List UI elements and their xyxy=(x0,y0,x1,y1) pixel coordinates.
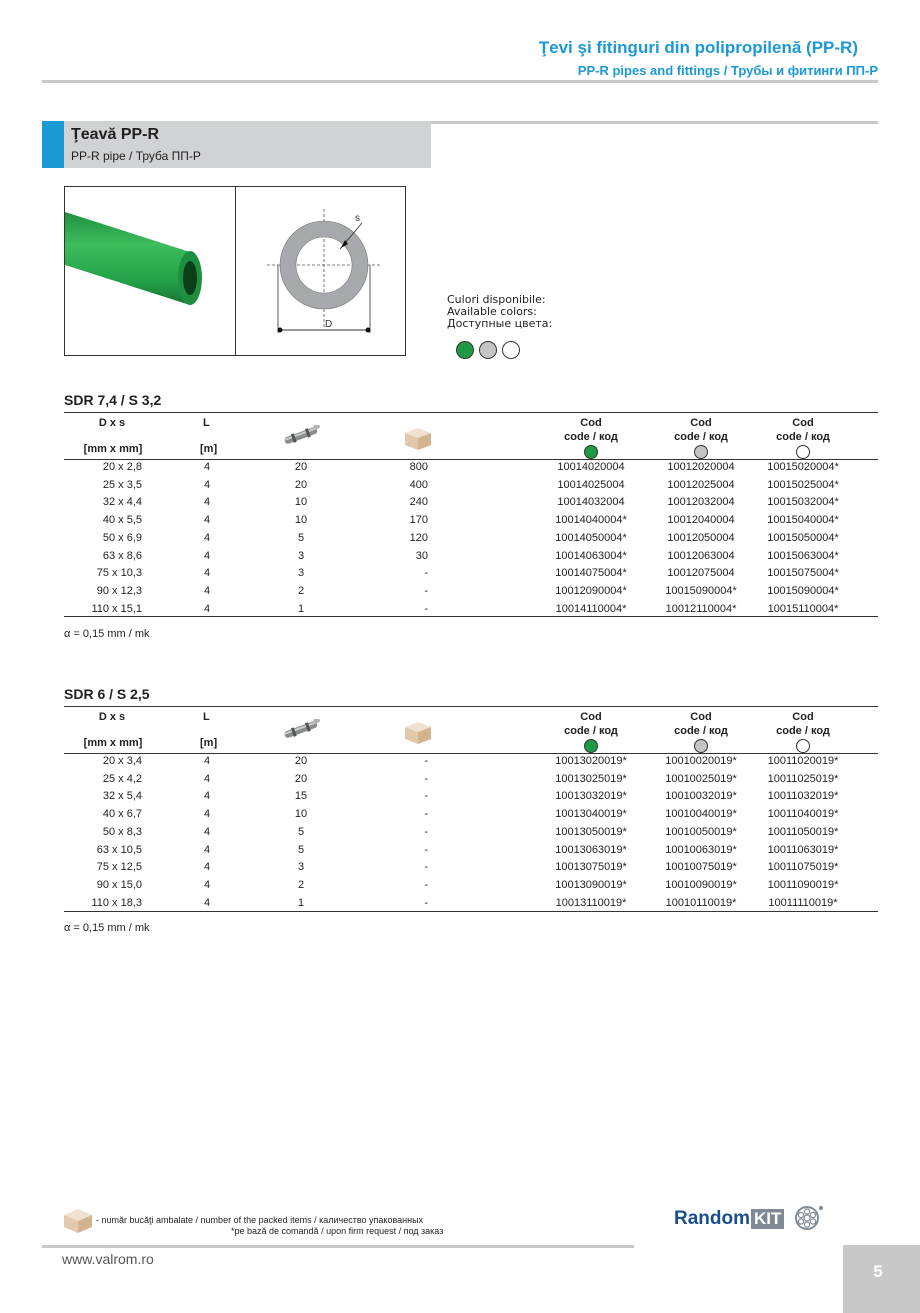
cell-code-grey: 10012020004 xyxy=(667,461,735,473)
table-row xyxy=(0,755,920,771)
cell-code-grey: 10015090004* xyxy=(665,585,737,597)
table2-cod-label-2: Cod xyxy=(690,711,712,723)
cell-code-green: 10014040004* xyxy=(555,514,627,526)
table1-code-label-3: code / код xyxy=(776,431,830,443)
page-number: 5 xyxy=(873,1262,883,1281)
cell-bundle: 20 xyxy=(294,479,308,491)
cell-bundle: 10 xyxy=(294,496,308,508)
footer-url[interactable]: www.valrom.ro xyxy=(62,1251,154,1267)
cell-code-green: 10012090004* xyxy=(555,585,627,597)
table-row xyxy=(0,879,920,895)
table2-bundle-icon xyxy=(278,719,324,746)
table1-note: α = 0,15 mm / mk xyxy=(64,628,150,640)
cell-dxs: 20 x 3,4 xyxy=(102,755,142,767)
cell-pack: 120 xyxy=(409,532,428,544)
cell-dxs: 40 x 6,7 xyxy=(102,808,142,820)
cell-length: 4 xyxy=(203,496,211,508)
cell-code-white: 10011075019* xyxy=(767,861,839,873)
pipe-body xyxy=(65,212,190,305)
cell-dxs: 25 x 4,2 xyxy=(102,773,142,785)
table-row xyxy=(0,461,920,477)
colors-line-ro: Culori disponibile: xyxy=(447,293,546,306)
table-row xyxy=(0,550,920,566)
table1-color-dot-1 xyxy=(584,445,598,459)
table1-code-label-2: code / код xyxy=(674,431,728,443)
cell-code-green: 10013110019* xyxy=(555,897,627,909)
cell-code-green: 10013040019* xyxy=(555,808,627,820)
cell-pack: 170 xyxy=(409,514,428,526)
table2-length-label: L xyxy=(203,711,210,723)
cell-code-white: 10015032004* xyxy=(767,496,839,508)
diameter-label: D xyxy=(325,319,333,330)
cell-dxs: 25 x 3,5 xyxy=(102,479,142,491)
figure-divider xyxy=(235,186,236,356)
cell-dxs: 75 x 12,5 xyxy=(96,861,142,873)
cell-pack: - xyxy=(424,773,428,785)
table2-color-dot-3 xyxy=(796,739,810,753)
table-row xyxy=(0,861,920,877)
color-swatch-grey xyxy=(479,341,497,359)
cell-dxs: 110 x 18,3 xyxy=(91,897,142,909)
table1-code-label-1: code / код xyxy=(564,431,618,443)
cell-pack: - xyxy=(424,567,428,579)
cell-bundle: 10 xyxy=(294,808,308,820)
cell-length: 4 xyxy=(203,461,211,473)
cell-code-green: 10013090019* xyxy=(555,879,627,891)
table-row xyxy=(0,532,920,548)
table1-header-rule xyxy=(64,459,878,460)
cell-code-white: 10015075004* xyxy=(767,567,839,579)
cell-bundle: 20 xyxy=(294,461,308,473)
cell-dxs: 90 x 12,3 xyxy=(96,585,142,597)
cell-dxs: 63 x 8,6 xyxy=(102,550,142,562)
cell-length: 4 xyxy=(203,514,211,526)
table-row xyxy=(0,514,920,530)
cell-length: 4 xyxy=(203,897,211,909)
cell-length: 4 xyxy=(203,755,211,767)
cell-code-grey: 10010025019* xyxy=(665,773,737,785)
table1-cod-label-3: Cod xyxy=(792,417,814,429)
cell-code-green: 10013063019* xyxy=(555,844,627,856)
cell-code-white: 10015090004* xyxy=(767,585,839,597)
table1-length-label: L xyxy=(203,417,210,429)
table2-length-unit: [m] xyxy=(200,737,218,749)
cell-code-white: 10011032019* xyxy=(767,790,839,802)
cell-code-green: 10014050004* xyxy=(555,532,627,544)
cell-code-grey: 10010032019* xyxy=(665,790,737,802)
table1-dxs-label: D x s xyxy=(98,417,126,429)
colors-line-en: Available colors: xyxy=(447,305,537,318)
cell-code-green: 10014063004* xyxy=(555,550,627,562)
cell-code-white: 10011110019* xyxy=(768,897,838,909)
cell-dxs: 32 x 4,4 xyxy=(102,496,142,508)
section-title: Ţeavă PP-R xyxy=(71,126,160,143)
table1-top-rule xyxy=(64,412,878,413)
cell-length: 4 xyxy=(203,603,211,615)
cell-code-green: 10013020019* xyxy=(555,755,627,767)
cell-code-green: 10014110004* xyxy=(555,603,627,615)
cell-bundle: 5 xyxy=(297,532,305,544)
cell-code-white: 10015020004* xyxy=(767,461,839,473)
table2-code-label-2: code / код xyxy=(674,725,728,737)
table2-note: α = 0,15 mm / mk xyxy=(64,922,150,934)
cell-length: 4 xyxy=(203,844,211,856)
cell-pack: - xyxy=(424,755,428,767)
table-row xyxy=(0,567,920,583)
cell-length: 4 xyxy=(203,479,211,491)
cell-pack: - xyxy=(424,897,428,909)
cell-code-grey: 10010075019* xyxy=(665,861,737,873)
cell-bundle: 3 xyxy=(297,550,305,562)
cell-bundle: 3 xyxy=(297,567,305,579)
pipe-photo xyxy=(65,187,235,355)
cell-pack: - xyxy=(424,603,428,615)
table2-bottom-rule xyxy=(64,911,878,912)
header-divider xyxy=(42,80,878,83)
cell-dxs: 32 x 5,4 xyxy=(102,790,142,802)
cell-code-grey: 10010040019* xyxy=(665,808,737,820)
cell-bundle: 2 xyxy=(297,585,305,597)
cell-bundle: 15 xyxy=(294,790,308,802)
cell-bundle: 2 xyxy=(297,879,305,891)
table1-cod-label-1: Cod xyxy=(580,417,602,429)
cell-bundle: 1 xyxy=(297,603,305,615)
cell-code-green: 10014025004 xyxy=(557,479,625,491)
table1-box-icon xyxy=(403,426,433,457)
cell-code-grey: 10010090019* xyxy=(665,879,737,891)
brand-word: Random xyxy=(674,1208,750,1229)
packed-box-icon xyxy=(62,1207,94,1235)
table2-cod-label-1: Cod xyxy=(580,711,602,723)
cell-dxs: 75 x 10,3 xyxy=(96,567,142,579)
cell-pack: - xyxy=(424,879,428,891)
table2-dxs-label: D x s xyxy=(98,711,126,723)
table-row xyxy=(0,496,920,512)
pipe-bundle-icon xyxy=(791,1205,825,1231)
cell-code-white: 10011025019* xyxy=(767,773,839,785)
cell-code-green: 10014032004 xyxy=(557,496,625,508)
cell-code-green: 10013075019* xyxy=(555,861,627,873)
legend-packed-items: - număr bucăţi ambalate / number of the packed items / каличество упакованных xyxy=(96,1215,424,1225)
cell-pack: 400 xyxy=(409,479,428,491)
cell-code-green: 10014075004* xyxy=(555,567,627,579)
cell-length: 4 xyxy=(203,773,211,785)
cell-dxs: 110 x 15,1 xyxy=(91,603,142,615)
color-swatch-green xyxy=(456,341,474,359)
footer-divider xyxy=(42,1245,634,1248)
cell-code-grey: 10012025004 xyxy=(667,479,735,491)
table-row xyxy=(0,826,920,842)
table2-color-dot-2 xyxy=(694,739,708,753)
cell-code-white: 10015050004* xyxy=(767,532,839,544)
table2-cod-label-3: Cod xyxy=(792,711,814,723)
table1-length-unit: [m] xyxy=(200,443,218,455)
cell-code-green: 10013025019* xyxy=(555,773,627,785)
table-row xyxy=(0,844,920,860)
table-row xyxy=(0,585,920,601)
cell-pack: - xyxy=(424,585,428,597)
section-accent xyxy=(42,121,64,168)
cell-pack: - xyxy=(424,826,428,838)
table2-box-icon xyxy=(403,720,433,751)
cell-code-grey: 10012075004 xyxy=(667,567,735,579)
table1-bottom-rule xyxy=(64,616,878,617)
cell-pack: - xyxy=(424,808,428,820)
cell-pack: 240 xyxy=(409,496,428,508)
cell-code-grey: 10010110019* xyxy=(665,897,737,909)
table2-top-rule xyxy=(64,706,878,707)
cell-code-green: 10014020004 xyxy=(557,461,625,473)
cell-code-white: 10011040019* xyxy=(767,808,839,820)
cell-bundle: 20 xyxy=(294,755,308,767)
cell-code-white: 10015063004* xyxy=(767,550,839,562)
cell-code-grey: 10012032004 xyxy=(667,496,735,508)
cell-dxs: 90 x 15,0 xyxy=(96,879,142,891)
table1-color-dot-2 xyxy=(694,445,708,459)
cell-pack: - xyxy=(424,790,428,802)
table1-dxs-unit: [mm x mm] xyxy=(83,443,143,455)
cell-pack: 30 xyxy=(415,550,428,562)
table2-code-label-1: code / код xyxy=(564,725,618,737)
pipe-section-diagram xyxy=(237,187,405,355)
table-row xyxy=(0,773,920,789)
cell-bundle: 20 xyxy=(294,773,308,785)
cell-pack: - xyxy=(424,861,428,873)
table2-code-label-3: code / код xyxy=(776,725,830,737)
cell-length: 4 xyxy=(203,808,211,820)
random-kit-logo xyxy=(674,1205,825,1231)
cell-code-white: 10015040004* xyxy=(767,514,839,526)
cell-code-green: 10013050019* xyxy=(555,826,627,838)
cell-bundle: 5 xyxy=(297,826,305,838)
cell-length: 4 xyxy=(203,826,211,838)
cell-length: 4 xyxy=(203,861,211,873)
cell-code-grey: 10010020019* xyxy=(665,755,737,767)
table1-color-dot-3 xyxy=(796,445,810,459)
cell-pack: - xyxy=(424,844,428,856)
table-row xyxy=(0,790,920,806)
section-subtitle: PP-R pipe / Труба ПП-Р xyxy=(71,149,201,163)
table1-cod-label-2: Cod xyxy=(690,417,712,429)
thickness-label: s xyxy=(355,213,360,224)
cell-pack: 800 xyxy=(409,461,428,473)
table2-header-rule xyxy=(64,753,878,754)
cell-code-grey: 10012050004 xyxy=(667,532,735,544)
legend-firm-request: *pe bază de comandă / upon firm request / под заказ xyxy=(231,1226,444,1236)
header-subtitle: PP-R pipes and fittings / Трубы и фитинги ПП-Р xyxy=(577,63,878,78)
table1-bundle-icon xyxy=(278,425,324,452)
pipe-bore xyxy=(183,261,197,295)
cell-length: 4 xyxy=(203,879,211,891)
cell-length: 4 xyxy=(203,567,211,579)
cell-dxs: 50 x 8,3 xyxy=(102,826,142,838)
header-title: Ţevi şi fitinguri din polipropilenă (PP-R) xyxy=(538,38,858,57)
cell-length: 4 xyxy=(203,790,211,802)
cell-code-white: 10015110004* xyxy=(767,603,839,615)
cell-code-grey: 10012110004* xyxy=(665,603,737,615)
cell-code-grey: 10012040004 xyxy=(667,514,735,526)
cell-bundle: 5 xyxy=(297,844,305,856)
cell-code-grey: 10010063019* xyxy=(665,844,737,856)
cell-code-white: 10011063019* xyxy=(767,844,839,856)
cell-bundle: 10 xyxy=(294,514,308,526)
cell-dxs: 20 x 2,8 xyxy=(102,461,142,473)
table-row xyxy=(0,479,920,495)
color-swatch-white xyxy=(502,341,520,359)
colors-line-ru: Доступные цвета: xyxy=(447,317,553,330)
cell-length: 4 xyxy=(203,532,211,544)
table-row xyxy=(0,808,920,824)
cell-bundle: 1 xyxy=(297,897,305,909)
cell-code-grey: 10012063004 xyxy=(667,550,735,562)
table2-color-dot-1 xyxy=(584,739,598,753)
brand-kit: KIT xyxy=(751,1209,784,1229)
cell-code-white: 10011090019* xyxy=(767,879,839,891)
available-colors-label xyxy=(447,294,552,330)
cell-dxs: 50 x 6,9 xyxy=(102,532,142,544)
cell-dxs: 63 x 10,5 xyxy=(96,844,142,856)
cell-code-white: 10015025004* xyxy=(767,479,839,491)
cell-code-green: 10013032019* xyxy=(555,790,627,802)
table2-title: SDR 6 / S 2,5 xyxy=(64,686,150,702)
cell-code-grey: 10010050019* xyxy=(665,826,737,838)
table2-dxs-unit: [mm x mm] xyxy=(83,737,143,749)
cell-dxs: 40 x 5,5 xyxy=(102,514,142,526)
cell-length: 4 xyxy=(203,550,211,562)
cell-code-white: 10011020019* xyxy=(767,755,839,767)
table1-title: SDR 7,4 / S 3,2 xyxy=(64,392,162,408)
cell-code-white: 10011050019* xyxy=(767,826,839,838)
cell-length: 4 xyxy=(203,585,211,597)
cell-bundle: 3 xyxy=(297,861,305,873)
